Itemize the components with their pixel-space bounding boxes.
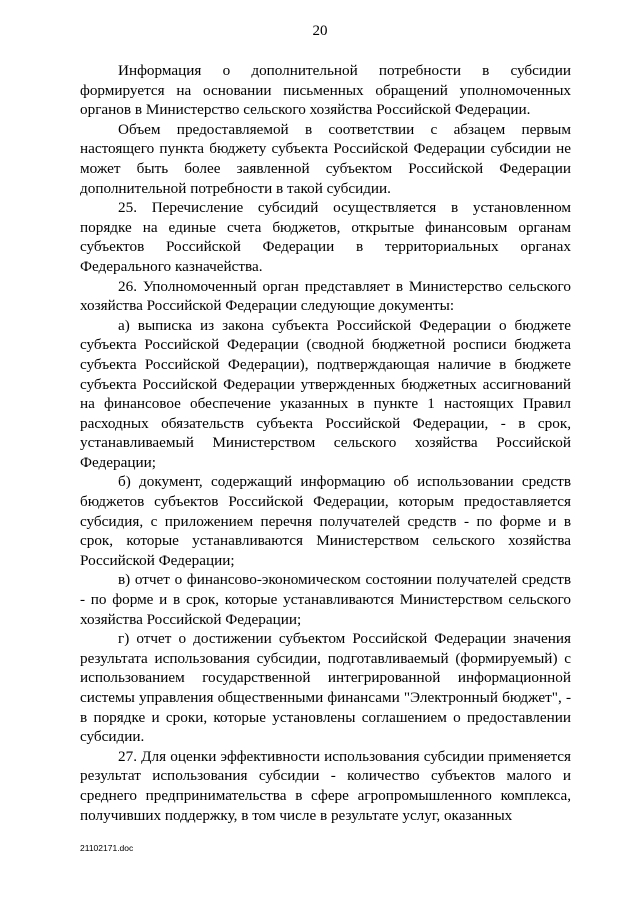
- paragraph-item-25: 25. Перечисление субсидий осуществляется в установленном порядке на единые счета бюджетов, открытые финансовым органам субъектов Российской Федерации в территориальных органах Федерального казначейства.: [80, 199, 571, 275]
- paragraph-item-27: 27. Для оценки эффективности использования субсидии применяется результат использования субсидии - количество субъектов малого и среднего предпринимательства в сфере агропромышленного комплекса, получивших поддержку, в том числе в результате услуг, оказанных: [80, 747, 571, 824]
- paragraph-item-26-b: б) документ, содержащий информацию об использовании средств бюджетов субъектов Российской Федерации, которым предоставляется субсидия, с приложением перечня получателей средств - по форме и в срок, которые устанавливаются Министерством сельского хозяйства Российской Федерации;: [80, 473, 571, 569]
- paragraph-item-26: 26. Уполномоченный орган представляет в Министерство сельского хозяйства Российской Федерации следующие документы:: [80, 277, 571, 315]
- document-file-code: 21102171.doc: [80, 843, 134, 853]
- paragraph-item-26-v: в) отчет о финансово-экономическом состоянии получателей средств - по форме и в срок, которые устанавливаются Министерством сельского хозяйства Российской Федерации;: [80, 571, 571, 628]
- paragraph-item-26-a: а) выписка из закона субъекта Российской Федерации о бюджете субъекта Российской Федерации (сводной бюджетной росписи бюджета субъекта Российской Федерации), подтверждающая наличие в бюджете субъекта Российской Федерации утвержденных бюджетных ассигнований на финансовое обеспечение указанных в пункте 1 настоящих Правил расходных обязательств субъекта Российской Федерации, - в срок, устанавливаемый Министерством сельского хозяйства Российской Федерации;: [80, 316, 571, 471]
- document-body: [80, 61, 571, 825]
- paragraph-item-26-g: г) отчет о достижении субъектом Российской Федерации значения результата использования субсидии, подготавливаемый (формируемый) с использованием государственной интегрированной информационной системы управления общественными финансами "Электронный бюджет", - в порядке и сроки, которые установлены соглашением о предоставлении субсидии.: [80, 630, 571, 746]
- paragraph-subsidy-volume: Объем предоставляемой в соответствии с абзацем первым настоящего пункта бюджету субъекта Российской Федерации субсидии не может быть более заявленной субъектом Российской Федерации дополнительной потребности в такой субсидии.: [80, 120, 571, 197]
- page-number: 20: [312, 23, 328, 39]
- paragraph-additional-need-info: Информация о дополнительной потребности в субсидии формируется на основании письменных обращений уполномоченных органов в Министерство сельского хозяйства Российской Федерации.: [80, 62, 571, 119]
